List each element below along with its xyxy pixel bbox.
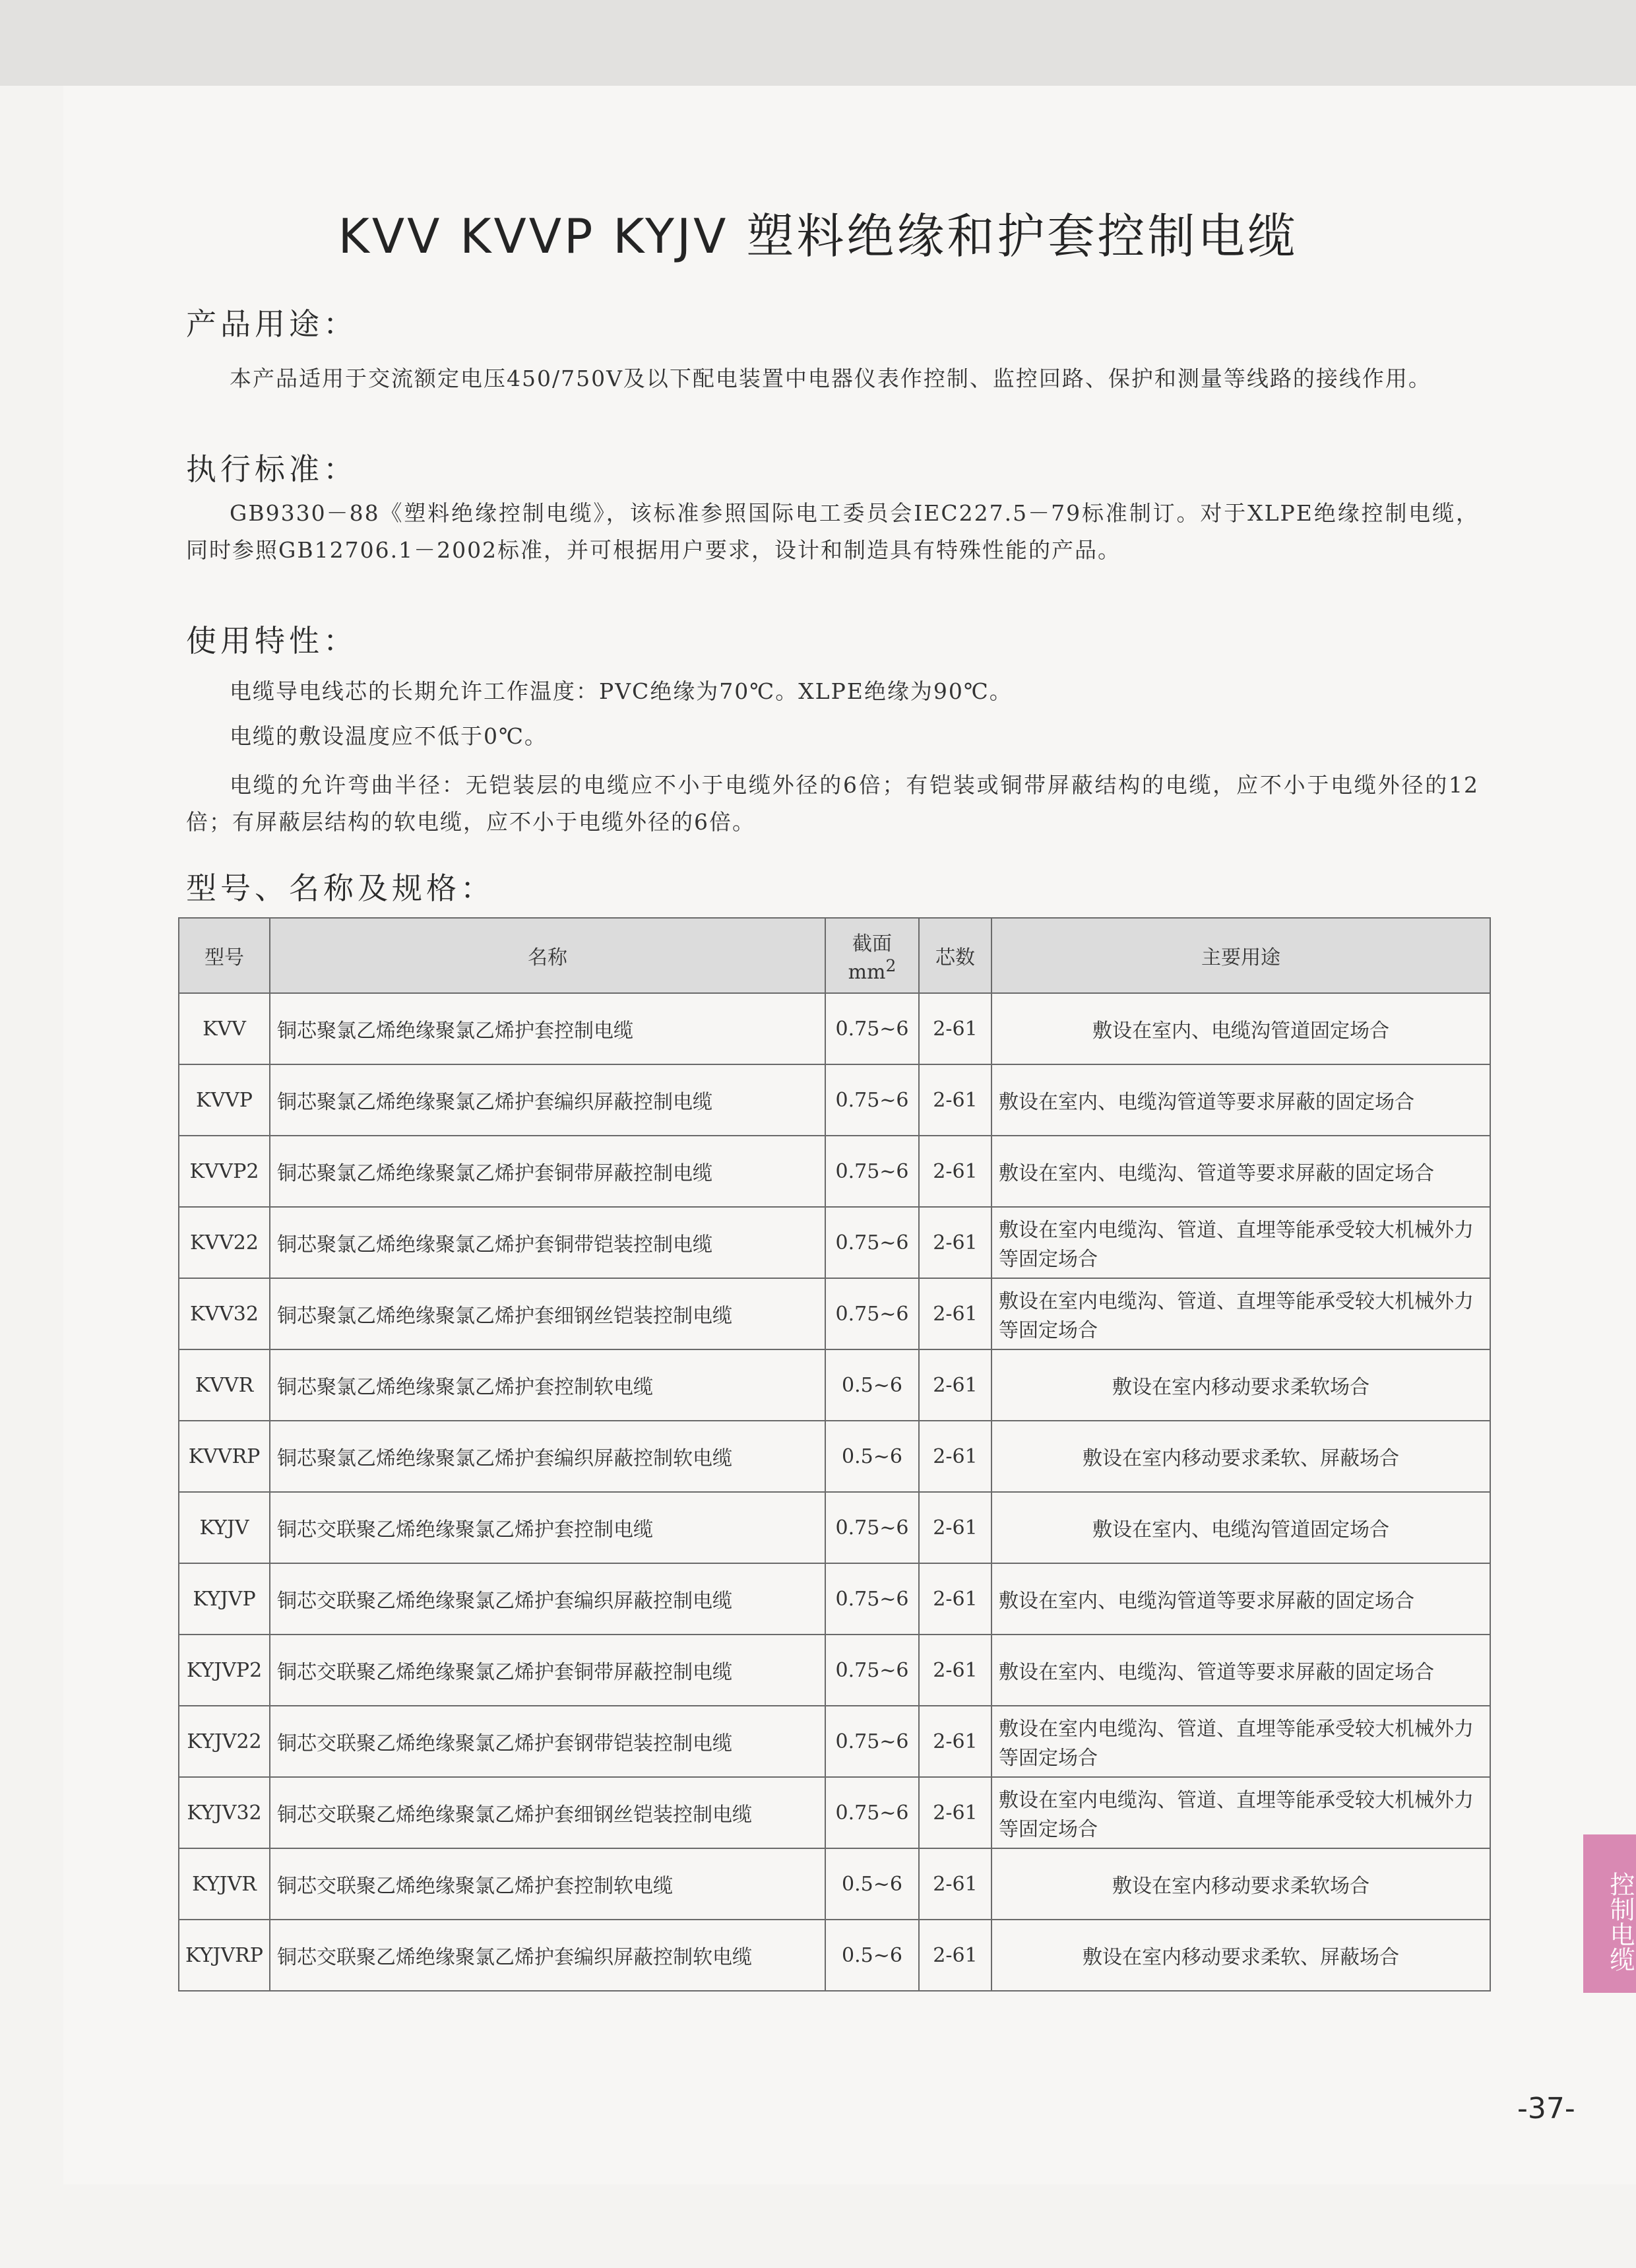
cell-name: 铜芯聚氯乙烯绝缘聚氯乙烯护套控制电缆 (270, 993, 825, 1064)
features-line-3: 电缆的允许弯曲半径：无铠装层的电缆应不小于电缆外径的6倍；有铠装或铜带屏蔽结构的电缆，应不小于电缆外径的12倍；有屏蔽层结构的软电缆，应不小于电缆外径的6倍。 (186, 772, 1479, 835)
cell-section: 0.5~6 (825, 1421, 919, 1492)
cell-section: 0.75~6 (825, 1136, 919, 1207)
table-row (179, 1492, 1490, 1563)
cell-model: KVV (179, 993, 270, 1064)
cell-use: 敷设在室内、电缆沟管道固定场合 (991, 993, 1490, 1064)
cell-use: 敷设在室内电缆沟、管道、直埋等能承受较大机械外力等固定场合 (991, 1278, 1490, 1349)
cell-name: 铜芯交联聚乙烯绝缘聚氯乙烯护套控制软电缆 (270, 1848, 825, 1920)
cell-section: 0.75~6 (825, 1492, 919, 1563)
cell-cores: 2-61 (919, 1278, 991, 1349)
cell-name: 铜芯聚氯乙烯绝缘聚氯乙烯护套编织屏蔽控制电缆 (270, 1064, 825, 1136)
cell-model: KVV22 (179, 1207, 270, 1278)
cell-cores: 2-61 (919, 1349, 991, 1421)
cell-name: 铜芯聚氯乙烯绝缘聚氯乙烯护套铜带铠装控制电缆 (270, 1207, 825, 1278)
header-section-unit: mm (848, 961, 886, 984)
cell-use: 敷设在室内电缆沟、管道、直埋等能承受较大机械外力等固定场合 (991, 1777, 1490, 1848)
cell-section: 0.5~6 (825, 1349, 919, 1421)
table-row (179, 1207, 1490, 1278)
table-row (179, 1848, 1490, 1920)
cell-cores: 2-61 (919, 1421, 991, 1492)
cell-name: 铜芯聚氯乙烯绝缘聚氯乙烯护套铜带屏蔽控制电缆 (270, 1136, 825, 1207)
cell-model: KVV32 (179, 1278, 270, 1349)
cell-section: 0.5~6 (825, 1920, 919, 1991)
features-heading: 使用特性： (186, 623, 358, 659)
cell-model: KVVP (179, 1064, 270, 1136)
usage-heading: 产品用途： (186, 306, 358, 342)
cell-name: 铜芯交联聚乙烯绝缘聚氯乙烯护套编织屏蔽控制软电缆 (270, 1920, 825, 1991)
cell-use: 敷设在室内、电缆沟、管道等要求屏蔽的固定场合 (991, 1635, 1490, 1706)
cell-section: 0.75~6 (825, 1278, 919, 1349)
cell-use: 敷设在室内电缆沟、管道、直埋等能承受较大机械外力等固定场合 (991, 1207, 1490, 1278)
table-row (179, 1920, 1490, 1991)
table-row (179, 1349, 1490, 1421)
cell-cores: 2-61 (919, 1064, 991, 1136)
table-row (179, 1635, 1490, 1706)
cell-use: 敷设在室内电缆沟、管道、直埋等能承受较大机械外力等固定场合 (991, 1706, 1490, 1777)
header-section-label: 截面 (852, 932, 892, 956)
cell-name: 铜芯聚氯乙烯绝缘聚氯乙烯护套控制软电缆 (270, 1349, 825, 1421)
cell-cores: 2-61 (919, 1492, 991, 1563)
side-tab-control-cable: 控制电缆 (1583, 1834, 1636, 1993)
cell-model: KYJV22 (179, 1706, 270, 1777)
table-row (179, 1064, 1490, 1136)
cell-section: 0.75~6 (825, 1064, 919, 1136)
standard-heading: 执行标准： (186, 451, 358, 487)
cell-name: 铜芯交联聚乙烯绝缘聚氯乙烯护套铜带屏蔽控制电缆 (270, 1635, 825, 1706)
cell-name: 铜芯聚氯乙烯绝缘聚氯乙烯护套编织屏蔽控制软电缆 (270, 1421, 825, 1492)
cell-cores: 2-61 (919, 1920, 991, 1991)
header-section-unit-sup: 2 (885, 956, 897, 975)
cell-name: 铜芯交联聚乙烯绝缘聚氯乙烯护套控制电缆 (270, 1492, 825, 1563)
cell-use: 敷设在室内、电缆沟管道等要求屏蔽的固定场合 (991, 1064, 1490, 1136)
table-row (179, 1421, 1490, 1492)
standard-text: GB9330－88《塑料绝缘控制电缆》，该标准参照国际电工委员会IEC227.5－79标准制订。对于XLPE绝缘控制电缆，同时参照GB12706.1－2002标准，并可根据用户要求，设计和制造具有特殊性能的产品。 (186, 500, 1479, 563)
models-heading: 型号、名称及规格： (186, 870, 495, 906)
scan-top-band (0, 0, 1636, 86)
features-line-1: 电缆导电线芯的长期允许工作温度：PVC绝缘为70℃。XLPE绝缘为90℃。 (230, 678, 1013, 704)
spec-table (178, 917, 1491, 1992)
page-title: KVV KVVP KYJV 塑料绝缘和护套控制电缆 (338, 209, 1298, 264)
table-row (179, 1278, 1490, 1349)
cell-model: KYJV (179, 1492, 270, 1563)
table-row (179, 1136, 1490, 1207)
cell-name: 铜芯交联聚乙烯绝缘聚氯乙烯护套钢带铠装控制电缆 (270, 1706, 825, 1777)
header-name: 名称 (270, 918, 825, 993)
cell-cores: 2-61 (919, 1777, 991, 1848)
cell-cores: 2-61 (919, 1136, 991, 1207)
header-section (825, 918, 919, 993)
cell-cores: 2-61 (919, 1207, 991, 1278)
cell-section: 0.75~6 (825, 1706, 919, 1777)
cell-model: KVVP2 (179, 1136, 270, 1207)
table-row (179, 993, 1490, 1064)
cell-use: 敷设在室内移动要求柔软、屏蔽场合 (991, 1920, 1490, 1991)
header-cores: 芯数 (919, 918, 991, 993)
cell-name: 铜芯聚氯乙烯绝缘聚氯乙烯护套细钢丝铠装控制电缆 (270, 1278, 825, 1349)
cell-model: KVVR (179, 1349, 270, 1421)
table-row (179, 1563, 1490, 1635)
cell-cores: 2-61 (919, 993, 991, 1064)
cell-cores: 2-61 (919, 1635, 991, 1706)
cell-model: KYJV32 (179, 1777, 270, 1848)
cell-section: 0.75~6 (825, 993, 919, 1064)
features-line-2: 电缆的敷设温度应不低于0℃。 (230, 723, 548, 749)
cell-use: 敷设在室内移动要求柔软、屏蔽场合 (991, 1421, 1490, 1492)
cell-use: 敷设在室内移动要求柔软场合 (991, 1848, 1490, 1920)
cell-model: KYJVP (179, 1563, 270, 1635)
table-row (179, 1777, 1490, 1848)
cell-section: 0.75~6 (825, 1563, 919, 1635)
cell-cores: 2-61 (919, 1706, 991, 1777)
cell-section: 0.75~6 (825, 1777, 919, 1848)
cell-section: 0.75~6 (825, 1207, 919, 1278)
cell-use: 敷设在室内、电缆沟管道固定场合 (991, 1492, 1490, 1563)
cell-model: KYJVR (179, 1848, 270, 1920)
header-use: 主要用途 (991, 918, 1490, 993)
cell-use: 敷设在室内、电缆沟、管道等要求屏蔽的固定场合 (991, 1136, 1490, 1207)
usage-text: 本产品适用于交流额定电压450/750V及以下配电装置中电器仪表作控制、监控回路、保护和测量等线路的接线作用。 (230, 366, 1432, 391)
cell-cores: 2-61 (919, 1848, 991, 1920)
cell-use: 敷设在室内、电缆沟管道等要求屏蔽的固定场合 (991, 1563, 1490, 1635)
cell-name: 铜芯交联聚乙烯绝缘聚氯乙烯护套细钢丝铠装控制电缆 (270, 1777, 825, 1848)
table-row (179, 1706, 1490, 1777)
cell-model: KVVRP (179, 1421, 270, 1492)
header-model: 型号 (179, 918, 270, 993)
cell-cores: 2-61 (919, 1563, 991, 1635)
page-number: -37- (1517, 2092, 1575, 2125)
cell-name: 铜芯交联聚乙烯绝缘聚氯乙烯护套编织屏蔽控制电缆 (270, 1563, 825, 1635)
cell-section: 0.5~6 (825, 1848, 919, 1920)
table-header-row (179, 918, 1490, 993)
cell-model: KYJVP2 (179, 1635, 270, 1706)
cell-section: 0.75~6 (825, 1635, 919, 1706)
cell-model: KYJVRP (179, 1920, 270, 1991)
cell-use: 敷设在室内移动要求柔软场合 (991, 1349, 1490, 1421)
